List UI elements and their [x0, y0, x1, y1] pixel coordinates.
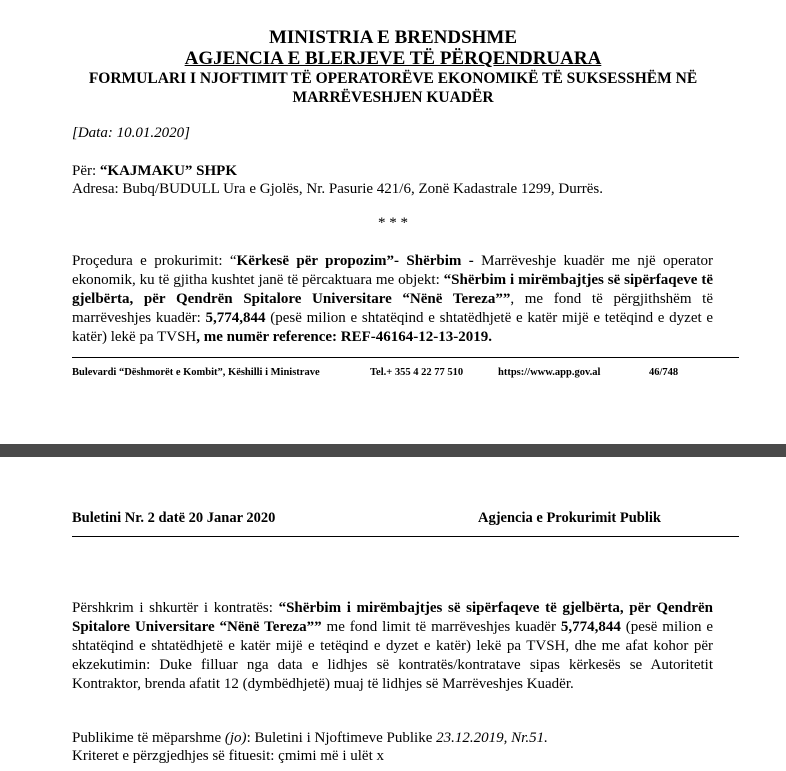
reference-number: REF-46164-12-13-2019.: [340, 329, 493, 345]
footer-phone: Tel.+ 355 4 22 77 510: [370, 367, 464, 378]
form-title-line-2: MARRËVESHJEN KUADËR: [292, 89, 494, 106]
recipient-name: “KAJMAKU” SHPK: [99, 163, 238, 179]
desc-fund-amount: 5,774,844: [560, 619, 621, 635]
procedure-paragraph: [72, 252, 713, 347]
proc-text-9: , me numër reference:: [196, 329, 341, 345]
recipient-label: Për:: [72, 163, 100, 179]
contract-description: [72, 599, 713, 694]
ministry-title: MINISTRIA E BRENDSHME: [268, 27, 518, 48]
desc-text-3: me fond limit të marrëveshjes kuadër: [321, 619, 561, 635]
proc-text-8: (pesë milion e shtatëqind e shtatëdhjetë e katër mijë e tetëqind e dyzet e katër) lekë pa TVSH: [72, 310, 714, 345]
contract-object: “Shërbim i mirëmbajtjes së sipërfaqeve të gjelbërta, për Qendrën Spitalore Universitare “Nënë Tereza””: [72, 272, 713, 307]
proc-text-4: Marrëveshje kuadër me një operator ekonomik, ku të gjitha kushtet janë të përcaktuara me objekt:: [72, 253, 713, 288]
recipient: [72, 162, 237, 181]
proc-text-1: Proçedura e prokurimit: “: [72, 253, 237, 269]
desc-contract-object: “Shërbim i mirëmbajtjes së sipërfaqeve të gjelbërta, për Qendrën Spitalore Universitare “Nënë Tereza””: [72, 600, 713, 635]
prev-text-2: (jo): [224, 730, 247, 746]
footer-website[interactable]: https://www.app.gov.al: [498, 367, 601, 378]
bulletin-header: Buletini Nr. 2 datë 20 Janar 2020: [72, 510, 276, 526]
proc-text-6: , me fond të përgjithshëm të marrëveshjes kuadër:: [72, 291, 713, 326]
selection-criteria: Kriteret e përzgjedhjes së fituesit: çmimi më i ulët x: [72, 748, 384, 764]
footer-divider: [72, 357, 739, 358]
header-divider: [72, 536, 739, 537]
fund-amount: 5,774,844: [205, 310, 266, 326]
previous-publications: [72, 729, 548, 748]
footer-page-number: 46/748: [649, 367, 679, 378]
prev-text-3: : Buletini i Njoftimeve Publike: [246, 730, 437, 746]
form-title-line-1: FORMULARI I NJOFTIMIT TË OPERATORËVE EKONOMIKË TË SUKSESSHËM NË: [88, 70, 698, 87]
prev-text-4: 23.12.2019, Nr.51.: [436, 730, 548, 746]
section-separator: * * *: [378, 215, 408, 231]
desc-text-5: (pesë milion e shtatëqind e shtatëdhjetë e katër mijë e tetëqind e dyzet e katër) lekë pa TVSH, dhe me afat kohor për ekzekutimin: Duke filluar nga data e lidhjes së kontratës/kontratave sipas kërkesës se Autoritetit Kontraktor, brenda afatit 12 (dymbëdhjetë) muaj të lidhjes së Marrëveshjes Kuadër.: [72, 619, 713, 692]
publisher-header: Agjencia e Prokurimit Publik: [478, 510, 661, 526]
recipient-address: Adresa: Bubq/BUDULL Ura e Gjolës, Nr. Pasurie 421/6, Zonë Kadastrale 1299, Durrës.: [72, 181, 603, 197]
notice-date: [Data: 10.01.2020]: [72, 125, 190, 141]
footer-address: Bulevardi “Dëshmorët e Kombit”, Këshilli i Ministrave: [72, 367, 320, 378]
desc-text-1: Përshkrim i shkurtër i kontratës:: [72, 600, 279, 616]
procedure-type: Kërkesë për propozim: [236, 253, 387, 269]
proc-text-3: ”- Shërbim -: [386, 253, 482, 269]
prev-text-1: Publikime të mëparshme: [72, 730, 225, 746]
agency-title: AGJENCIA E BLERJEVE TË PËRQENDRUARA: [184, 48, 602, 69]
page-break: [0, 444, 786, 457]
